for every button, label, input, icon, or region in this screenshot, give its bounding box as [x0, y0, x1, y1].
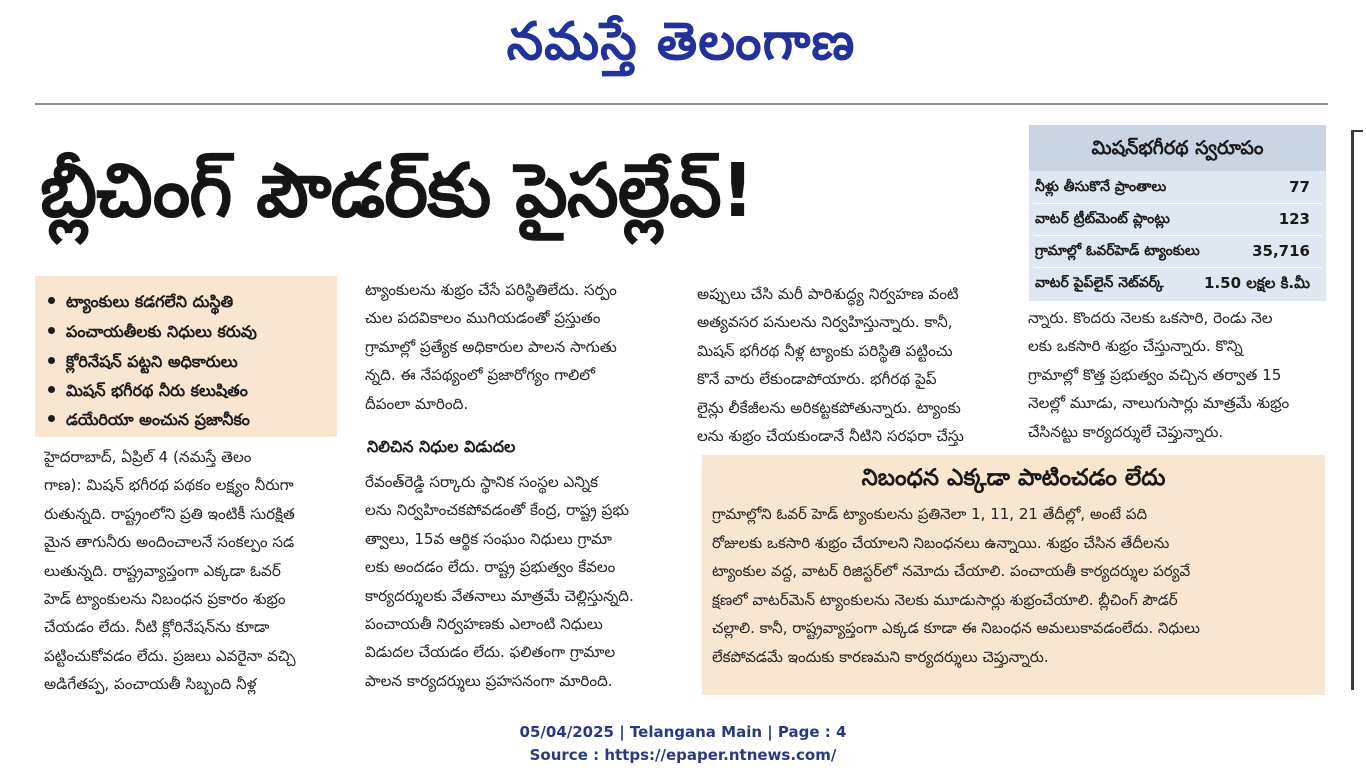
footer-edition-info: 05/04/2025 | Telangana Main | Page : 4	[519, 723, 847, 741]
text-line: విడుదల చేయడం లేదు. ఫలితంగా గ్రామాల	[365, 643, 616, 662]
bullet-dot-icon	[48, 386, 55, 393]
info-box-row	[1033, 236, 1322, 266]
text-line: అత్యవసర పనులను నిర్వహిస్తున్నారు. కానీ,	[697, 313, 953, 332]
subheading: నిలిచిన నిధుల విడుదల	[367, 437, 516, 456]
boxed-story-body	[712, 500, 1316, 672]
text-line: గాణ): మిషన్ భగీరథ పథకం లక్ష్యం నీరుగా	[44, 476, 294, 495]
highlight-text: క్లోరినేషన్ పట్టని అధికారులు	[66, 352, 238, 371]
text-line: గ్రామాల్లోని ఓవర్ హెడ్ ట్యాంకులను ప్రతినెలా 1, 11, 21 తేదీల్లో, అంటే పది	[712, 505, 1148, 523]
text-line: లకు ఒకసారి శుభ్రం చేస్తున్నారు. కొన్ని	[1028, 337, 1243, 356]
text-line: చుల పదవికాలం ముగియడంతో ప్రస్తుతం	[365, 309, 601, 328]
masthead-logo	[0, 2, 1366, 82]
text-line: లను నిర్వహించకపోవడంతో కేంద్ర, రాష్ట్ర ప్రభు	[365, 501, 629, 520]
text-line: గ్రామాల్లో కొత్త ప్రభుత్వం వచ్చిన తర్వాత 15	[1028, 365, 1282, 384]
highlight-item	[48, 318, 334, 346]
text-line: లకు అందడం లేదు. రాష్ట్ర ప్రభుత్వం కేవలం	[365, 558, 616, 577]
text-line: రోజులకు ఒకసారి శుభ్రం చేయాలని నిబంధనలు ఉన్నాయి. శుభ్రం చేసిన తేదీలను	[712, 533, 1170, 552]
highlight-item	[48, 406, 334, 434]
article-column-2-bottom	[365, 468, 671, 695]
highlight-item	[48, 377, 334, 405]
text-line: న్నారు. కొందరు నెలకు ఒకసారి, రెండు నెల	[1028, 309, 1273, 327]
text-line: గ్రామాల్లో ప్రత్యేక అధికారుల పాలన సాగుతు	[365, 337, 617, 356]
info-box-label: వాటర్ పైప్‌లైన్ నెట్‌వర్క్	[1035, 275, 1164, 291]
headline: బ్లీచింగ్ పౌడర్‌కు పైసల్లేవ్!	[40, 148, 754, 234]
info-box-value: 1.50 లక్షల కి.మీ	[1204, 274, 1310, 292]
text-line: రేవంత్‌రెడ్డి సర్కారు స్థానిక సంస్థల ఎన్నిక	[365, 473, 599, 491]
text-line: త్వాలు, 15వ ఆర్థిక సంఘం నిధులు గ్రామా	[365, 529, 612, 548]
text-line: లను శుభ్రం చేయకుండానే నీటిని సరఫరా చేస్తు	[697, 426, 964, 445]
text-line: అడిగేతప్ప, పంచాయతీ సిబ్బంది నీళ్ల	[44, 675, 257, 694]
bullet-dot-icon	[48, 327, 55, 334]
text-line: చేసినట్టు కార్యదర్శులే చెప్తున్నారు.	[1028, 422, 1224, 441]
text-line: కార్యదర్శులకు వేతనాలు మాత్రమే చెల్లిస్తున్నది.	[365, 586, 634, 605]
page-edge-marker	[1351, 130, 1363, 690]
highlight-text: మిషన్ భగీరథ నీరు కలుషితం	[66, 381, 248, 400]
text-line: లైన్లు లీకేజీలను అరికట్టకపోతున్నారు. ట్యాంకు	[697, 398, 961, 417]
text-line: చేయడం లేదు. నీటి క్లోరినేషన్‌ను కూడా	[44, 618, 270, 637]
highlight-item	[48, 348, 334, 376]
article-column-2-top	[365, 276, 671, 418]
info-box-row	[1033, 172, 1322, 202]
article-column-4	[1028, 304, 1332, 446]
info-box-value: 77	[1289, 178, 1310, 196]
highlight-text: డయేరియా అంచున ప్రజానీకం	[66, 410, 250, 429]
info-box-value: 35,716	[1252, 242, 1310, 260]
text-line: పట్టించుకోవడం లేదు. ప్రజలు ఎవరైనా వచ్చి	[44, 646, 296, 665]
text-line: ట్యాంకులను శుభ్రం చేసే పరిస్థితిలేదు. సర్పం	[365, 281, 617, 299]
text-line: పంచాయతీ నిర్వహణకు ఎలాంటి నిధులు	[365, 614, 603, 633]
boxed-story-title: నిబంధన ఎక్కడా పాటించడం లేదు	[861, 465, 1166, 491]
text-line: లుతున్నది. రాష్ట్రవ్యాప్తంగా ఎక్కడా ఓవర్	[44, 561, 281, 580]
text-line: దీపంలా మారింది.	[365, 394, 469, 413]
article-column-3	[697, 280, 1009, 450]
text-line: న్నది. ఈ నేపథ్యంలో ప్రజారోగ్యం గాలిలో	[365, 366, 595, 385]
text-line: మైన తాగునీరు అందించాలనే సంకల్పం సడ	[44, 533, 295, 552]
text-line: పాలన కార్యదర్శులు ప్రహసనంగా మారింది.	[365, 671, 613, 690]
bullet-dot-icon	[48, 415, 55, 422]
text-line: రుతున్నది. రాష్ట్రంలోని ప్రతి ఇంటికీ సురక్షిత	[44, 504, 295, 523]
text-line: కొనే వారు లేకుండాపోయారు. భగీరథ పైప్	[697, 370, 937, 389]
info-box-row	[1033, 204, 1322, 234]
text-line: అప్పులు చేసి మరీ పారిశుద్ధ్య నిర్వహణ వంటి	[697, 285, 959, 303]
info-box-label: నీళ్లు తీసుకొనే ప్రాంతాలు	[1035, 179, 1167, 195]
masthead-divider	[35, 103, 1328, 105]
highlight-text: ట్యాంకులు కడగలేని దుస్థితి	[66, 292, 234, 311]
info-box-row	[1033, 268, 1322, 298]
text-line: క్షణలో వాటర్‌మెన్ ట్యాంకులను నెలకు మూడుసార్లు శుభ్రంచేయాలి. బ్లీచింగ్ పౌడర్	[712, 590, 1178, 609]
info-box-title: మిషన్‌భగీరథ స్వరూపం	[1029, 125, 1326, 171]
footer-source: Source : https://epaper.ntnews.com/	[529, 746, 837, 764]
highlight-item	[48, 288, 334, 316]
text-line: హెడ్ ట్యాంకులను నిబంధన ప్రకారం శుభ్రం	[44, 589, 286, 608]
info-box-value: 123	[1278, 210, 1310, 228]
masthead-text: నమస్తే తెలంగాణ	[506, 12, 856, 72]
text-line: లేకపోవడమే ఇందుకు కారణమని కార్యదర్శులు చెప్తున్నారు.	[712, 647, 1049, 666]
bullet-dot-icon	[48, 297, 55, 304]
info-box-label: గ్రామాల్లో ఓవర్‌హెడ్ ట్యాంకులు	[1035, 243, 1200, 259]
highlight-text: పంచాయతీలకు నిధులు కరువు	[66, 322, 257, 341]
text-line: మిషన్ భగీరథ నీళ్ల ట్యాంకు పరిస్థితి పట్టించు	[697, 341, 953, 360]
text-line: ట్యాంకుల వద్ద, వాటర్ రిజిస్టర్‌లో నమోదు చేయాలి. పంచాయతీ కార్యదర్శుల పర్యవే	[712, 562, 1191, 581]
bullet-dot-icon	[48, 357, 55, 364]
text-line: చల్లాలి. కానీ, రాష్ట్రవ్యాప్తంగా ఎక్కడ కూడా ఈ నిబంధన అమలుకావడంలేదు. నిధులు	[712, 619, 1200, 638]
text-line: హైదరాబాద్, ఏప్రిల్ 4 (నమస్తే తెలం	[44, 448, 252, 466]
article-column-1	[44, 443, 340, 699]
text-line: నెలల్లో మూడు, నాలుగుసార్లు మాత్రమే శుభ్రం	[1028, 394, 1290, 413]
info-box-label: వాటర్ ట్రీట్‌మెంట్ ప్లాంట్లు	[1035, 211, 1170, 227]
